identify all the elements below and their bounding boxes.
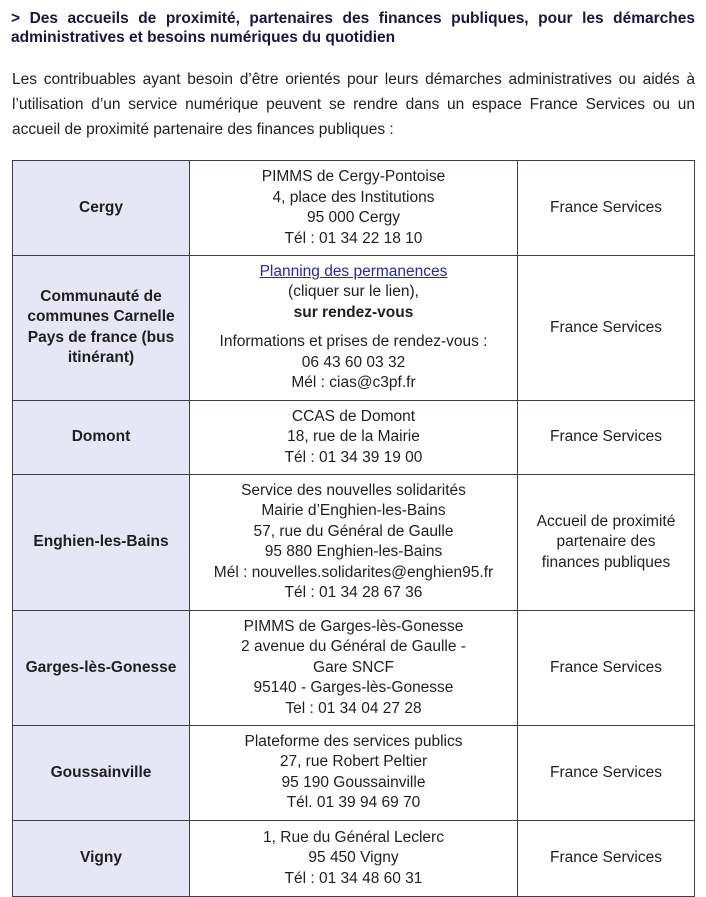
table-row	[13, 610, 694, 725]
details-cell	[190, 475, 517, 610]
detail-line: Tél : 01 34 28 67 36	[284, 584, 423, 602]
detail-line: Gare SNCF	[313, 658, 394, 676]
details-cell	[190, 401, 517, 474]
detail-line: Informations et prises de rendez-vous :	[219, 333, 488, 351]
detail-line: 2 avenue du Général de Gaulle -	[241, 638, 466, 656]
detail-line: Tél : 01 34 48 60 31	[284, 869, 423, 887]
detail-line: Mairie d’Enghien-les-Bains	[261, 502, 446, 520]
detail-line: 27, rue Robert Peltier	[279, 753, 428, 771]
city-cell: Enghien-les-Bains	[13, 475, 190, 610]
detail-line: PIMMS de Garges-lès-Gonesse	[243, 617, 464, 635]
detail-line: 95140 - Garges-lès-Gonesse	[253, 679, 454, 697]
detail-line: CCAS de Domont	[291, 407, 416, 425]
detail-line: Service des nouvelles solidarités	[241, 482, 466, 500]
city-cell: Vigny	[13, 821, 190, 896]
detail-line: Tel : 01 34 04 27 28	[285, 699, 422, 717]
service-type-cell: France Services	[517, 256, 694, 400]
detail-line: PIMMS de Cergy-Pontoise	[261, 168, 446, 186]
detail-line: Mél : nouvelles.solidarites@enghien95.fr	[213, 563, 494, 581]
detail-line: Tél : 01 34 39 19 00	[284, 448, 423, 466]
city-cell: Goussainville	[13, 726, 190, 820]
city-cell: Garges-lès-Gonesse	[13, 611, 190, 725]
service-type-cell: France Services	[517, 726, 694, 820]
detail-line: (cliquer sur le lien),	[288, 283, 419, 301]
table-row	[13, 820, 694, 896]
detail-line: 06 43 60 03 32	[301, 353, 406, 371]
details-cell	[190, 726, 517, 820]
service-type-cell: France Services	[517, 401, 694, 474]
service-type-cell: Accueil de proximité partenaire des finances publiques	[517, 475, 694, 610]
table-row	[13, 474, 694, 610]
service-type-cell: France Services	[517, 611, 694, 725]
planning-permanences-link[interactable]: Planning des permanences	[259, 262, 448, 280]
intro-paragraph: Les contribuables ayant besoin d’être orientés pour leurs démarches administratives ou aidés à l’utilisation d’un service numérique peuvent se rendre dans un espace France Services ou un accueil de proximité partenaire des finances publiques :	[12, 70, 695, 139]
detail-line: Plateforme des services publics	[244, 733, 463, 751]
detail-line: 57, rue du Général de Gaulle	[253, 522, 454, 540]
detail-line: 18, rue de la Mairie	[287, 428, 420, 446]
detail-line: Tél. 01 39 94 69 70	[286, 794, 421, 812]
detail-line: 95 880 Enghien-les-Bains	[264, 543, 443, 561]
table-row	[13, 255, 694, 400]
detail-line: 95 000 Cergy	[306, 209, 401, 227]
service-type-cell: France Services	[517, 161, 694, 255]
locations-table	[12, 160, 695, 897]
details-cell	[190, 821, 517, 896]
detail-line: 95 450 Vigny	[308, 849, 399, 867]
details-cell	[190, 256, 517, 400]
table-row	[13, 161, 694, 255]
details-cell	[190, 161, 517, 255]
city-cell: Communauté de communes Carnelle Pays de france (bus itinérant)	[13, 256, 190, 400]
detail-line: sur rendez-vous	[293, 303, 414, 321]
detail-line: 95 190 Goussainville	[281, 773, 426, 791]
detail-line: Tél : 01 34 22 18 10	[284, 229, 423, 247]
table-row	[13, 400, 694, 474]
city-cell: Cergy	[13, 161, 190, 255]
table-row	[13, 725, 694, 820]
detail-line: 1, Rue du Général Leclerc	[263, 828, 444, 846]
section-heading: > Des accueils de proximité, partenaires des finances publiques, pour les démarches administratives et besoins numériques du quotidien	[11, 10, 695, 46]
detail-line: Mél : cias@c3pf.fr	[291, 374, 416, 392]
detail-line: 4, place des Institutions	[272, 188, 435, 206]
details-cell	[190, 611, 517, 725]
service-type-cell: France Services	[517, 821, 694, 896]
city-cell: Domont	[13, 401, 190, 474]
